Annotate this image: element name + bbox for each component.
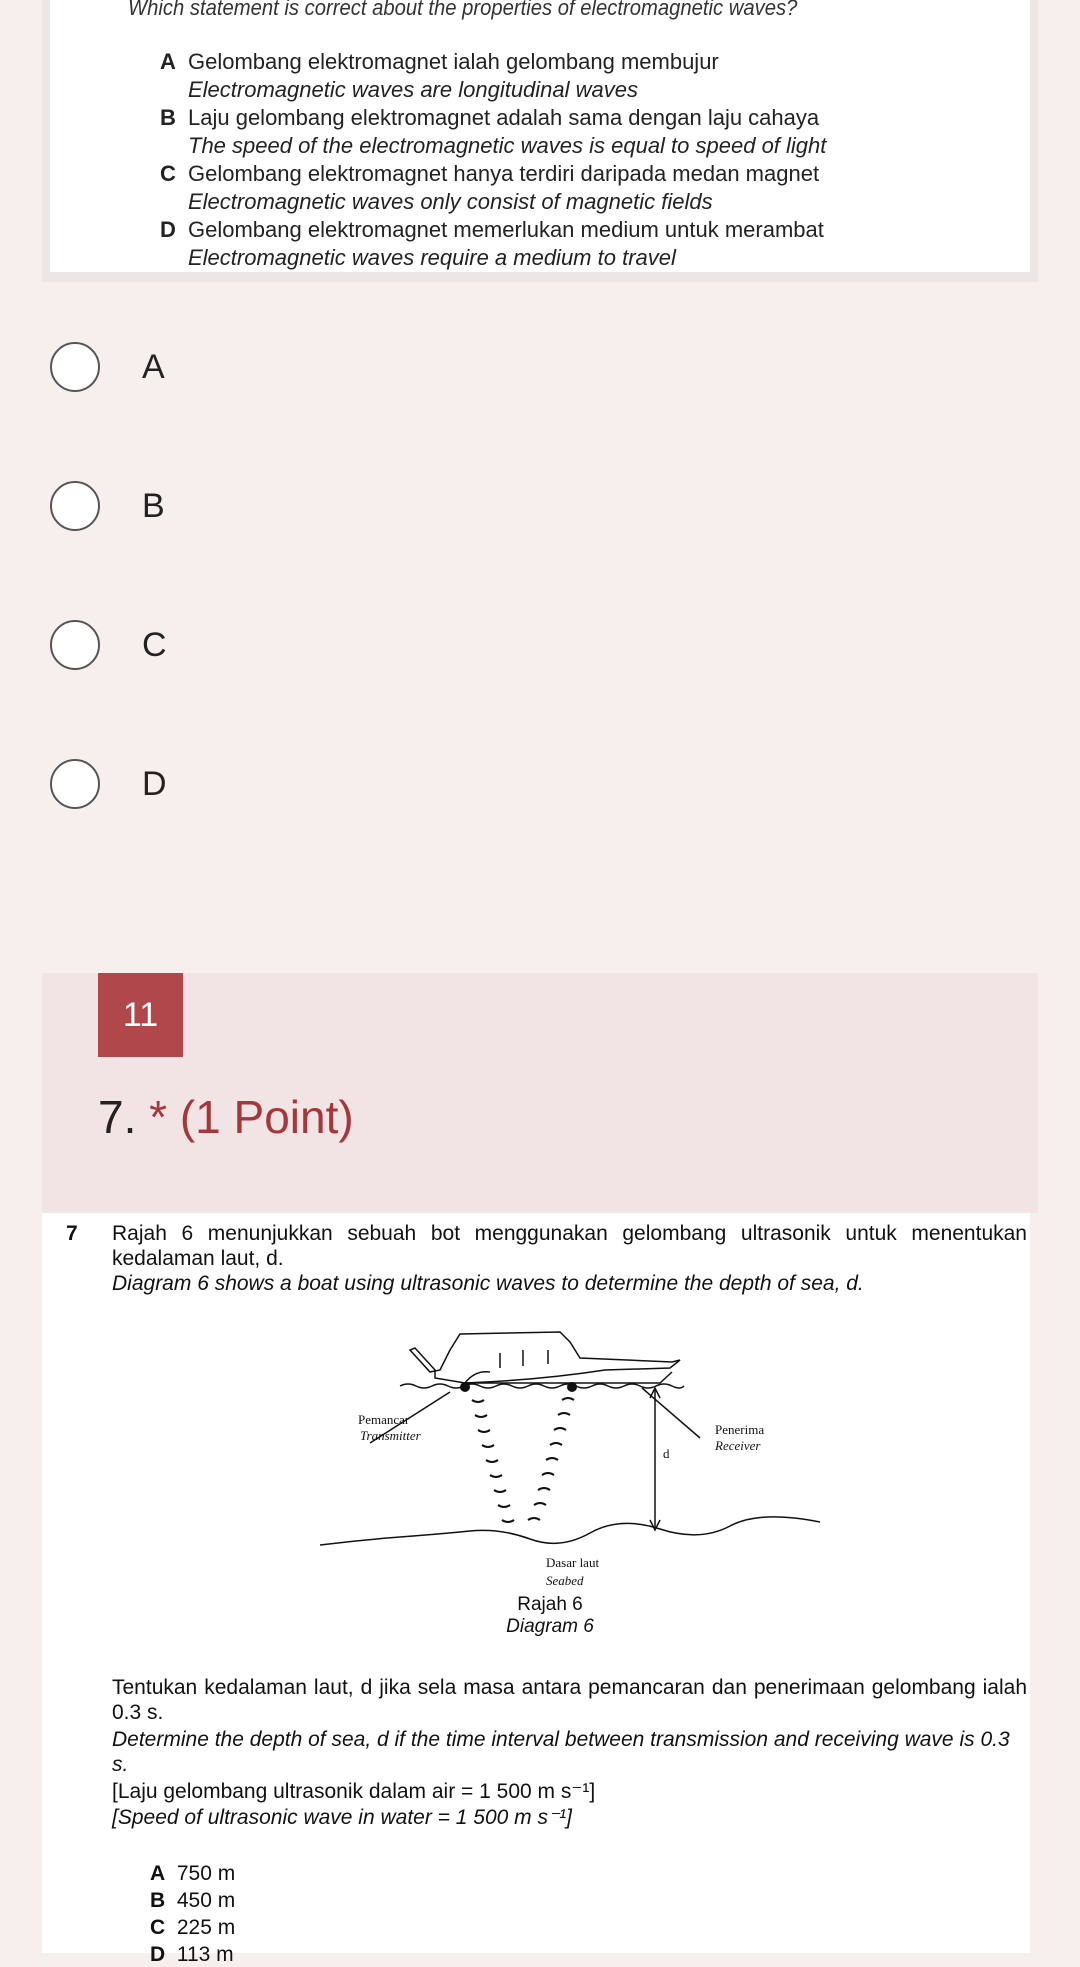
option-letter: C xyxy=(150,1916,166,1939)
boat-sonar-diagram xyxy=(300,1320,820,1640)
question-number: 7. xyxy=(98,1091,137,1143)
task-en: Determine the depth of sea, d if the time interval between transmission and receiving wave is 0.3 s. xyxy=(112,1728,1010,1776)
radio-label: C xyxy=(142,625,167,664)
intro-en: Diagram 6 shows a boat using ultrasonic waves to determine the depth of sea, d. xyxy=(112,1272,864,1295)
previous-question-image-card xyxy=(42,0,1038,282)
statement-letter: A xyxy=(160,49,176,74)
item-number: 7 xyxy=(66,1222,78,1245)
given-en: [Speed of ultrasonic wave in water = 1 500 m s⁻¹] xyxy=(112,1806,572,1829)
statement-en: Electromagnetic waves only consist of magnetic fields xyxy=(188,189,713,214)
prompt-text: Which statement is correct about the properties of electromagnetic waves? xyxy=(128,0,798,20)
radio-circle-icon[interactable] xyxy=(50,342,100,392)
option-text: 450 m xyxy=(176,1889,236,1912)
statement-ms: Gelombang elektromagnet ialah gelombang membujur xyxy=(188,49,719,74)
statement-en: The speed of the electromagnetic waves is equal to speed of light xyxy=(188,133,827,158)
water-surface xyxy=(400,1384,684,1388)
boat-icon xyxy=(410,1332,680,1383)
question-badge: 11 xyxy=(98,973,183,1057)
required-asterisk: * xyxy=(149,1091,168,1143)
option-letter: B xyxy=(150,1889,166,1912)
seabed-label-en: Seabed xyxy=(546,1573,584,1588)
radio-circle-icon[interactable] xyxy=(50,481,100,531)
statement-ms: Laju gelombang elektromagnet adalah sama dengan laju cahaya xyxy=(188,105,820,130)
option-letter: A xyxy=(150,1862,166,1885)
answer-option-c xyxy=(150,1915,235,1940)
answer-option-b xyxy=(150,1888,235,1913)
question-image xyxy=(50,0,1030,272)
task-ms: Tentukan kedalaman laut, d jika sela masa antara pemancaran dan penerimaan gelombang ialah 0.3 s. xyxy=(112,1676,1027,1724)
question-title xyxy=(98,1090,354,1144)
seabed-label-ms: Dasar laut xyxy=(546,1555,600,1570)
radio-circle-icon[interactable] xyxy=(50,759,100,809)
option-letter: D xyxy=(150,1943,166,1966)
radio-option-b[interactable] xyxy=(50,481,165,531)
intro-ms: Rajah 6 menunjukkan sebuah bot menggunakan gelombang ultrasonik untuk menentukan kedalaman laut, d. xyxy=(112,1222,1027,1270)
option-text: 113 m xyxy=(176,1943,234,1966)
receiver-label-en: Receiver xyxy=(715,1438,761,1453)
statement-en: Electromagnetic waves require a medium to travel xyxy=(188,245,676,270)
receiver-label-ms: Penerima xyxy=(715,1422,765,1437)
question-image-card xyxy=(42,1213,1030,1966)
question-points: (1 Point) xyxy=(179,1091,354,1143)
radio-label: D xyxy=(142,764,167,803)
given-ms: [Laju gelombang ultrasonik dalam air = 1 500 m s⁻¹] xyxy=(112,1780,596,1803)
diagram-caption-en: Diagram 6 xyxy=(506,1616,594,1637)
statement-ms: Gelombang elektromagnet hanya terdiri daripada medan magnet xyxy=(188,161,820,186)
transmitter-dot-icon xyxy=(460,1382,470,1392)
transmitter-label-ms: Pemancar xyxy=(358,1412,410,1427)
transmitter-label-en: Transmitter xyxy=(360,1428,421,1443)
statement-letter: D xyxy=(160,217,176,242)
radio-option-d[interactable] xyxy=(50,759,167,809)
radio-circle-icon[interactable] xyxy=(50,620,100,670)
statement-en: Electromagnetic waves are longitudinal waves xyxy=(188,77,639,102)
statement-letter: C xyxy=(160,161,176,186)
option-text: 750 m xyxy=(176,1862,236,1885)
ultrasonic-waves xyxy=(472,1398,574,1522)
answer-option-d xyxy=(150,1942,234,1967)
receiver-dot-icon xyxy=(567,1382,577,1392)
seabed-line xyxy=(320,1517,820,1545)
statement-ms: Gelombang elektromagnet memerlukan medium untuk merambat xyxy=(188,217,824,242)
depth-label: d xyxy=(663,1446,670,1461)
radio-option-a[interactable] xyxy=(50,342,165,392)
statement-letter: B xyxy=(160,105,176,130)
answer-option-a xyxy=(150,1861,235,1886)
radio-label: B xyxy=(142,486,165,525)
diagram-caption-ms: Rajah 6 xyxy=(517,1594,583,1615)
radio-label: A xyxy=(142,347,165,386)
option-text: 225 m xyxy=(176,1916,236,1939)
radio-option-c[interactable] xyxy=(50,620,167,670)
